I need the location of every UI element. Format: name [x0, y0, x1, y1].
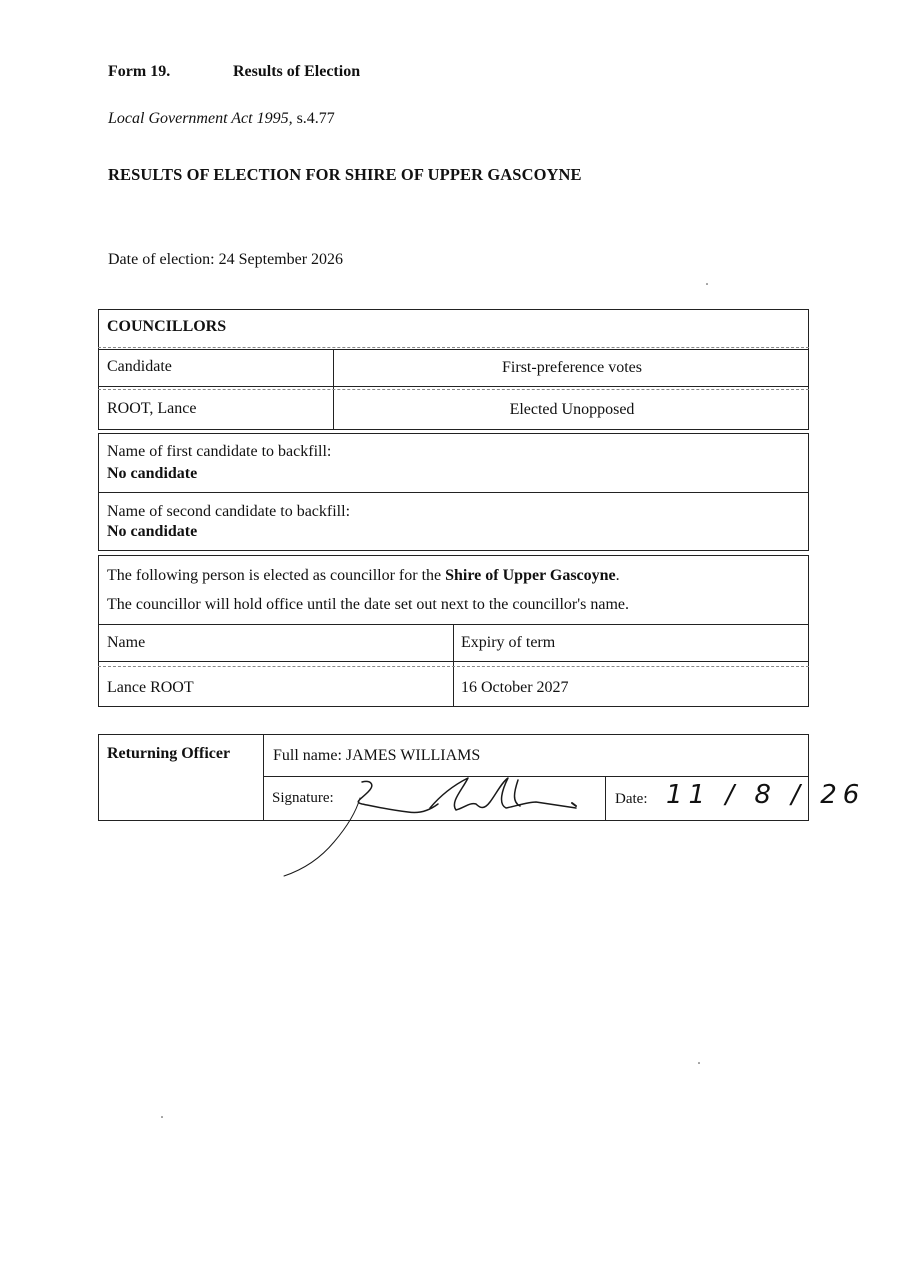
column-header-expiry: Expiry of term: [461, 634, 556, 651]
divider: [98, 492, 809, 493]
term-note: The councillor will hold office until the date set out next to the councillor's name.: [107, 596, 630, 613]
act-section: s.4.77: [296, 110, 335, 127]
signature-image: [280, 772, 610, 882]
election-date: [108, 251, 343, 269]
divider: [98, 661, 809, 662]
elected-statement-shire: Shire of Upper Gascoyne: [445, 567, 616, 584]
column-header-name: Name: [107, 634, 146, 651]
form-number: Form 19.: [108, 63, 171, 80]
divider: [98, 349, 809, 350]
councillors-section-title: COUNCILLORS: [107, 318, 227, 335]
candidate-name: ROOT, Lance: [107, 400, 197, 417]
elected-statement-prefix: The following person is elected as councillor for the: [107, 567, 442, 584]
election-date-label: Date of election:: [108, 251, 215, 268]
councillor-expiry: 16 October 2027: [461, 679, 569, 696]
councillor-name: Lance ROOT: [107, 679, 194, 696]
form-title: Results of Election: [233, 63, 361, 80]
returning-officer-label: Returning Officer: [107, 745, 231, 762]
full-name-value: JAMES WILLIAMS: [345, 747, 481, 764]
speck: [698, 1062, 700, 1064]
signature-label: Signature:: [272, 790, 334, 806]
page-title: RESULTS OF ELECTION FOR SHIRE OF UPPER GASCOYNE: [108, 165, 582, 184]
divider: [98, 666, 809, 667]
candidate-votes: Elected Unopposed: [509, 401, 635, 418]
date-label: Date:: [615, 791, 648, 807]
second-backfill-value: No candidate: [107, 523, 198, 540]
elected-statement-suffix: .: [615, 567, 620, 584]
handwritten-date: 11 / 8 / 26: [666, 780, 866, 810]
act-reference: [108, 110, 335, 128]
speck: [706, 283, 708, 285]
second-backfill-label: Name of second candidate to backfill:: [107, 503, 351, 520]
column-header-votes: First-preference votes: [502, 359, 642, 376]
divider: [263, 734, 264, 821]
election-date-value: 24 September 2026: [218, 251, 344, 268]
column-header-candidate: Candidate: [107, 358, 172, 375]
speck: [161, 1116, 163, 1118]
full-name-label: Full name:: [273, 747, 342, 764]
elected-statement: [107, 567, 620, 585]
divider: [98, 386, 809, 387]
first-backfill-value: No candidate: [107, 465, 198, 482]
divider: [98, 347, 809, 348]
act-name: Local Government Act 1995,: [108, 110, 293, 127]
full-name: [273, 747, 480, 765]
divider: [98, 389, 809, 390]
first-backfill-label: Name of first candidate to backfill:: [107, 443, 332, 460]
